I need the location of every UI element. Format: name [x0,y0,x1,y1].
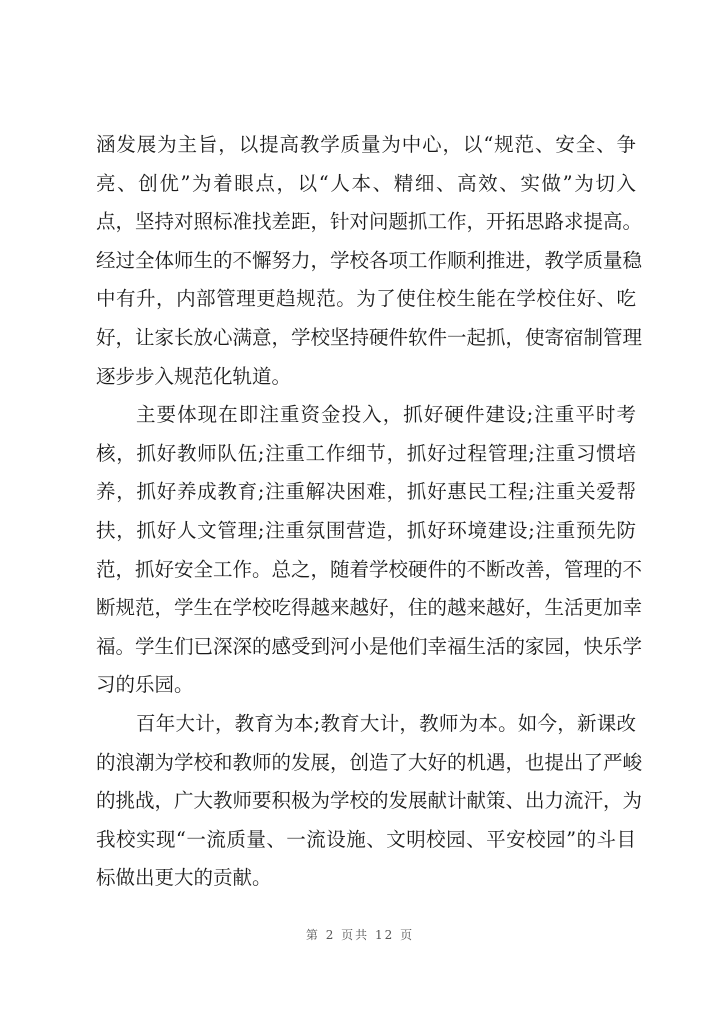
text-line: 点，坚持对照标准找差距，针对问题抓工作，开拓思路求提高。 [96,210,643,234]
text-line: 好，让家长放心满意，学校坚持硬件软件一起抓，使寄宿制管理 [96,325,643,349]
paragraph-1 [96,126,643,396]
paragraph-2 [96,396,643,705]
text-line: 断规范，学生在学校吃得越来越好，住的越来越好，生活更加幸 [96,596,643,620]
text-line: 养，抓好养成教育;注重解决困难，抓好惠民工程;注重关爱帮 [96,480,636,504]
text-line: 的挑战，广大教师要积极为学校的发展献计献策、出力流汗，为 [96,789,643,813]
paragraph-3 [96,705,643,898]
body-text [96,126,643,898]
text-line: 我校实现“一流质量、一流设施、文明校园、平安校园”的斗目 [96,827,636,851]
text-line: 百年大计，教育为本;教育大计，教师为本。如今，新课改 [136,711,636,735]
text-line: 的浪潮为学校和教师的发展，创造了大好的机遇，也提出了严峻 [96,750,643,774]
text-line: 主要体现在即注重资金投入，抓好硬件建设;注重平时考 [136,403,636,427]
text-line: 亮、创优”为着眼点，以“人本、精细、高效、实做”为切入 [96,171,636,195]
text-line: 标做出更大的贡献。 [96,866,272,890]
text-line: 核，抓好教师队伍;注重工作细节，抓好过程管理;注重习惯培 [96,441,636,465]
text-line: 范，抓好安全工作。总之，随着学校硬件的不断改善，管理的不 [96,557,643,581]
text-line: 逐步步入规范化轨道。 [96,364,292,388]
page-number-footer: 第 2 页共 12 页 [305,928,415,942]
text-line: 习的乐园。 [96,673,194,697]
text-line: 扶，抓好人文管理;注重氛围营造，抓好环境建设;注重预先防 [96,518,636,542]
text-line: 经过全体师生的不懈努力，学校各项工作顺利推进，教学质量稳 [96,248,643,272]
text-line: 福。学生们已深深的感受到河小是他们幸福生活的家园，快乐学 [96,634,643,658]
text-line: 中有升，内部管理更趋规范。为了使住校生能在学校住好、吃 [96,287,636,311]
text-line: 涵发展为主旨，以提高教学质量为中心，以“规范、安全、争 [96,133,636,156]
